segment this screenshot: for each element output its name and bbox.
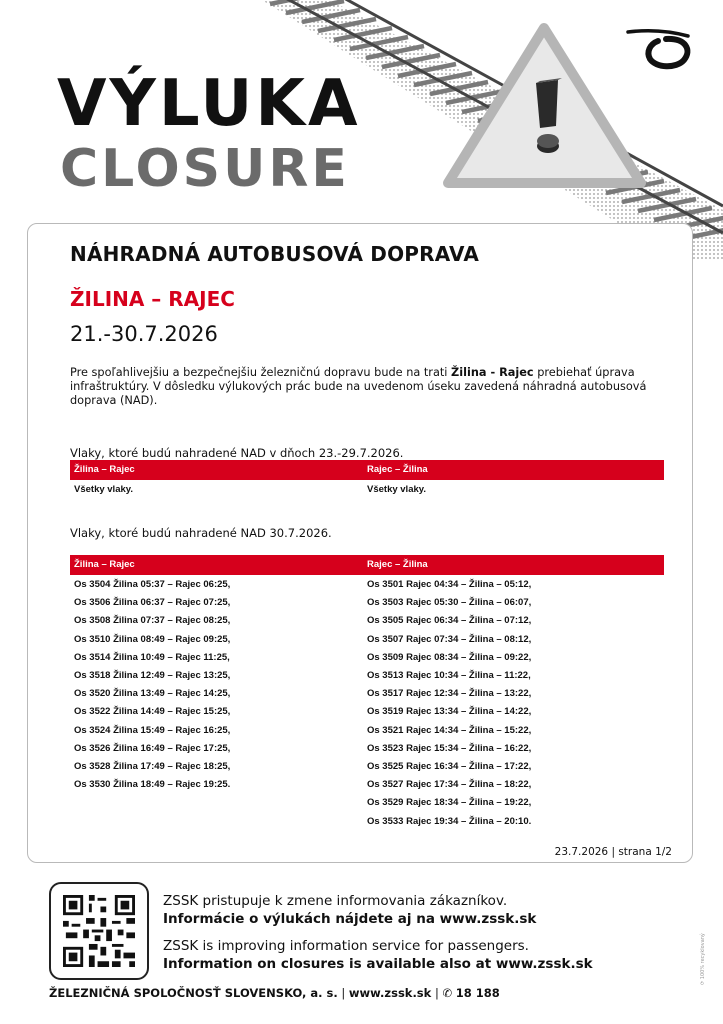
cell-left: Os 3528 Žilina 17:49 – Rajec 18:25, (74, 761, 231, 772)
table-row (70, 649, 664, 667)
cell-left: Os 3504 Žilina 05:37 – Rajec 06:25, (74, 579, 231, 590)
table-row (70, 481, 664, 499)
cell-right: Os 3525 Rajec 16:34 – Žilina – 17:22, (367, 761, 532, 772)
cell-right: Os 3533 Rajec 19:34 – Žilina – 20:10. (367, 815, 532, 827)
section1-col-right: Rajec – Žilina (367, 464, 428, 475)
cell-right: Os 3517 Rajec 12:34 – Žilina – 13:22, (367, 688, 532, 700)
cell-right: Os 3509 Rajec 08:34 – Žilina – 09:22, (367, 651, 532, 663)
page-footer: 23.7.2026 | strana 1/2 (554, 846, 672, 858)
phone-icon: ✆ (442, 986, 453, 1000)
section2-col-right: Rajec – Žilina (367, 559, 428, 570)
table-row (70, 594, 664, 612)
notice-card (27, 223, 693, 863)
title-english: CLOSURE (60, 139, 350, 199)
cell-right: Os 3513 Rajec 10:34 – Žilina – 11:22, (367, 670, 531, 681)
section2-title: Vlaky, ktoré budú nahradené NAD 30.7.2026. (70, 526, 332, 540)
intro-paragraph: Pre spoľahlivejšiu a bezpečnejšiu železničnú dopravu bude na trati Žilina - Rajec prebiehať úprava infraštruktúry. V dôsledku výlukových prác bude na uvedenom úseku zavedená náhradná autobusová doprava (NAD). (70, 366, 647, 407)
section2-table-header (70, 555, 664, 575)
company-footer: ŽELEZNIČNÁ SPOLOČNOSŤ SLOVENSKO, a. s. | www.zssk.sk | ✆ 18 188 (49, 986, 500, 1000)
info-line-en-bold: Information on closures is available also at www.zssk.sk (163, 956, 593, 972)
cell-right: Os 3529 Rajec 18:34 – Žilina – 19:22, (367, 797, 532, 809)
cell-left: Os 3508 Žilina 07:37 – Rajec 08:25, (74, 615, 231, 627)
table-row (70, 776, 664, 794)
table-row (70, 813, 664, 831)
section1-table-header (70, 460, 664, 480)
table-row (70, 667, 664, 685)
qr-code-frame (49, 882, 149, 980)
cell-left: Os 3522 Žilina 14:49 – Rajec 15:25, (74, 706, 231, 718)
table-row (70, 758, 664, 776)
cell-right: Os 3507 Rajec 07:34 – Žilina – 08:12, (367, 633, 532, 645)
cell-right: Os 3523 Rajec 15:34 – Žilina – 16:22, (367, 742, 532, 754)
table-row (70, 703, 664, 721)
cell-right: Os 3521 Rajec 14:34 – Žilina – 15:22, (367, 724, 532, 736)
cell-left: Os 3514 Žilina 10:49 – Rajec 11:25, (74, 651, 230, 663)
table-row (70, 612, 664, 630)
table-row (70, 631, 664, 649)
info-line-sk: ZSSK pristupuje k zmene informovania zákazníkov. (163, 893, 508, 909)
qr-code-icon (63, 895, 135, 967)
recycled-note: ⟳ 100% recyklovaný (700, 933, 706, 985)
info-line-en: ZSSK is improving information service for passengers. (163, 938, 529, 954)
cell-left: Os 3524 Žilina 15:49 – Rajec 16:25, (74, 724, 231, 736)
route-title: ŽILINA – RAJEC (70, 287, 235, 311)
cell-right: Os 3527 Rajec 17:34 – Žilina – 18:22, (367, 779, 532, 791)
cell-right: Všetky vlaky. (367, 484, 426, 495)
zssk-logo-icon (626, 26, 694, 70)
cell-left: Os 3506 Žilina 06:37 – Rajec 07:25, (74, 597, 231, 609)
section1-col-left: Žilina – Rajec (74, 464, 135, 475)
cell-right: Os 3505 Rajec 06:34 – Žilina – 07:12, (367, 615, 532, 627)
table-row (70, 685, 664, 703)
cell-right: Os 3503 Rajec 05:30 – Žilina – 06:07, (367, 597, 532, 609)
table-row (70, 576, 664, 594)
info-line-sk-bold: Informácie o výlukách nájdete aj na www.zssk.sk (163, 911, 537, 927)
table-row (70, 740, 664, 758)
table-row (70, 722, 664, 740)
notice-heading: NÁHRADNÁ AUTOBUSOVÁ DOPRAVA (70, 242, 480, 266)
date-range: 21.-30.7.2026 (70, 322, 218, 346)
cell-left: Os 3510 Žilina 08:49 – Rajec 09:25, (74, 633, 231, 645)
cell-right: Os 3501 Rajec 04:34 – Žilina – 05:12, (367, 579, 532, 590)
title-czech: VÝLUKA (57, 67, 361, 141)
cell-right: Os 3519 Rajec 13:34 – Žilina – 14:22, (367, 706, 532, 718)
table-row (70, 794, 664, 812)
cell-left: Os 3520 Žilina 13:49 – Rajec 14:25, (74, 688, 231, 700)
cell-left: Všetky vlaky. (74, 484, 133, 495)
cell-left: Os 3526 Žilina 16:49 – Rajec 17:25, (74, 742, 231, 754)
cell-left: Os 3530 Žilina 18:49 – Rajec 19:25. (74, 779, 231, 791)
cell-left: Os 3518 Žilina 12:49 – Rajec 13:25, (74, 670, 231, 681)
section1-title: Vlaky, ktoré budú nahradené NAD v dňoch 23.-29.7.2026. (70, 446, 404, 460)
section2-col-left: Žilina – Rajec (74, 559, 135, 570)
hero-banner (0, 0, 723, 225)
